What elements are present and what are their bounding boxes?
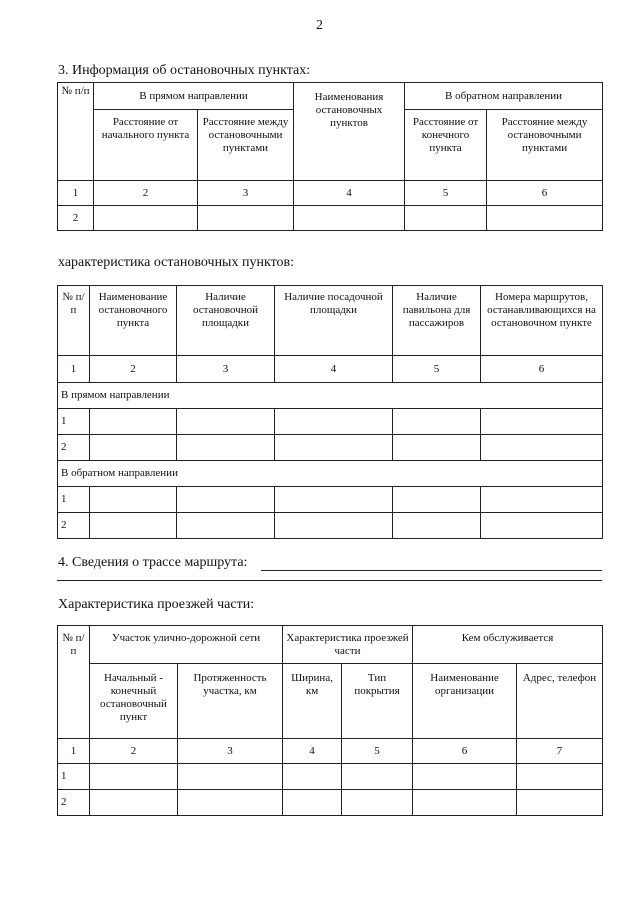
row-index: 1	[58, 764, 90, 790]
header-reverse: В обратном направлении	[405, 83, 603, 110]
route-info-fill-line-2[interactable]	[57, 580, 602, 581]
header-route-numbers: Номера маршрутов, останавливающихся на остановочном пункте	[481, 286, 603, 356]
table-row	[58, 790, 603, 816]
row-index: 2	[58, 435, 90, 461]
table-cell[interactable]	[178, 764, 283, 790]
col-number: 5	[393, 356, 481, 383]
table-cell[interactable]	[94, 206, 198, 231]
header-width: Ширина, км	[283, 664, 342, 739]
table-cell[interactable]	[275, 409, 393, 435]
table-cell[interactable]	[481, 513, 603, 539]
col-number: 5	[405, 181, 487, 206]
table-cell[interactable]	[90, 409, 177, 435]
table-cell[interactable]	[481, 487, 603, 513]
table-cell[interactable]	[283, 764, 342, 790]
col-number: 6	[481, 356, 603, 383]
table-row	[58, 409, 603, 435]
col-number: 7	[517, 739, 603, 764]
table-cell[interactable]	[413, 764, 517, 790]
col-number: 4	[283, 739, 342, 764]
stops-characteristics-heading: характеристика остановочных пунктов:	[58, 255, 294, 270]
header-org-name: Наименование организации	[413, 664, 517, 739]
row-index: 2	[58, 790, 90, 816]
roadway-heading: Характеристика проезжей части:	[58, 597, 255, 612]
header-surface-type: Тип покрытия	[342, 664, 413, 739]
row-index: 1	[58, 409, 90, 435]
table-cell[interactable]	[90, 435, 177, 461]
table-cell[interactable]	[90, 790, 178, 816]
table-cell[interactable]	[177, 487, 275, 513]
table-row	[58, 487, 603, 513]
header-stop-area: Наличие остановочной площадки	[177, 286, 275, 356]
table-row	[58, 206, 603, 231]
col-number: 3	[178, 739, 283, 764]
table-cell[interactable]	[393, 435, 481, 461]
table-cell[interactable]	[275, 513, 393, 539]
header-num: № п/п	[58, 286, 90, 356]
header-roadway-characteristic: Характеристика проезжей части	[283, 626, 413, 664]
table-cell[interactable]	[275, 435, 393, 461]
header-forward: В прямом направлении	[94, 83, 294, 110]
table-cell[interactable]	[481, 409, 603, 435]
header-stop-name: Наименование остановочного пункта	[90, 286, 177, 356]
table-cell[interactable]	[342, 790, 413, 816]
header-dist-start: Расстояние от начального пункта	[94, 110, 198, 181]
table-row	[58, 513, 603, 539]
col-number: 4	[275, 356, 393, 383]
table-cell[interactable]	[90, 513, 177, 539]
col-number: 1	[58, 356, 90, 383]
header-served-by: Кем обслуживается	[413, 626, 603, 664]
col-number: 3	[198, 181, 294, 206]
table-cell[interactable]	[178, 790, 283, 816]
col-number: 6	[413, 739, 517, 764]
col-number: 2	[90, 739, 178, 764]
section-3-heading: 3. Информация об остановочных пунктах:	[58, 63, 311, 78]
header-section-length: Протяженность участка, км	[178, 664, 283, 739]
table-row	[58, 435, 603, 461]
header-dist-between-forward: Расстояние между остановочными пунктами	[198, 110, 294, 181]
col-number: 2	[94, 181, 198, 206]
col-number: 3	[177, 356, 275, 383]
table-cell[interactable]	[177, 435, 275, 461]
row-index: 1	[58, 487, 90, 513]
header-num: № п/п	[58, 83, 94, 181]
table-cell[interactable]	[198, 206, 294, 231]
col-number: 1	[58, 181, 94, 206]
table-cell[interactable]	[481, 435, 603, 461]
reverse-direction-label: В обратном направлении	[58, 461, 603, 487]
header-start-end-stop: Начальный - конечный остановочный пункт	[90, 664, 178, 739]
table-row	[58, 764, 603, 790]
header-boarding-area: Наличие посадочной площадки	[275, 286, 393, 356]
row-index: 2	[58, 206, 94, 231]
table-cell[interactable]	[393, 513, 481, 539]
route-info-fill-line[interactable]	[261, 570, 602, 571]
table-cell[interactable]	[393, 487, 481, 513]
section-4-heading: 4. Сведения о трассе маршрута:	[58, 555, 248, 570]
table-cell[interactable]	[405, 206, 487, 231]
table-cell[interactable]	[177, 409, 275, 435]
col-number: 5	[342, 739, 413, 764]
table-cell[interactable]	[517, 790, 603, 816]
table-cell[interactable]	[177, 513, 275, 539]
table-cell[interactable]	[294, 206, 405, 231]
header-num: № п/п	[58, 626, 90, 739]
table-cell[interactable]	[90, 764, 178, 790]
header-dist-end: Расстояние от конечного пункта	[405, 110, 487, 181]
table-cell[interactable]	[275, 487, 393, 513]
col-number: 2	[90, 356, 177, 383]
col-number: 4	[294, 181, 405, 206]
table-cell[interactable]	[517, 764, 603, 790]
table-cell[interactable]	[487, 206, 603, 231]
table-cell[interactable]	[413, 790, 517, 816]
table-cell[interactable]	[393, 409, 481, 435]
table-cell[interactable]	[283, 790, 342, 816]
roadway-table	[57, 625, 603, 816]
header-stop-names: Наименования остановочных пунктов	[294, 83, 405, 181]
stops-info-table	[57, 82, 603, 231]
col-number: 1	[58, 739, 90, 764]
table-cell[interactable]	[342, 764, 413, 790]
row-index: 2	[58, 513, 90, 539]
page-number: 2	[316, 18, 323, 33]
header-pavilion: Наличие павильона для пассажиров	[393, 286, 481, 356]
col-number: 6	[487, 181, 603, 206]
header-road-section: Участок улично-дорожной сети	[90, 626, 283, 664]
forward-direction-label: В прямом направлении	[58, 383, 603, 409]
header-address-phone: Адрес, телефон	[517, 664, 603, 739]
stops-characteristics-table	[57, 285, 603, 539]
table-cell[interactable]	[90, 487, 177, 513]
header-dist-between-reverse: Расстояние между остановочными пунктами	[487, 110, 603, 181]
